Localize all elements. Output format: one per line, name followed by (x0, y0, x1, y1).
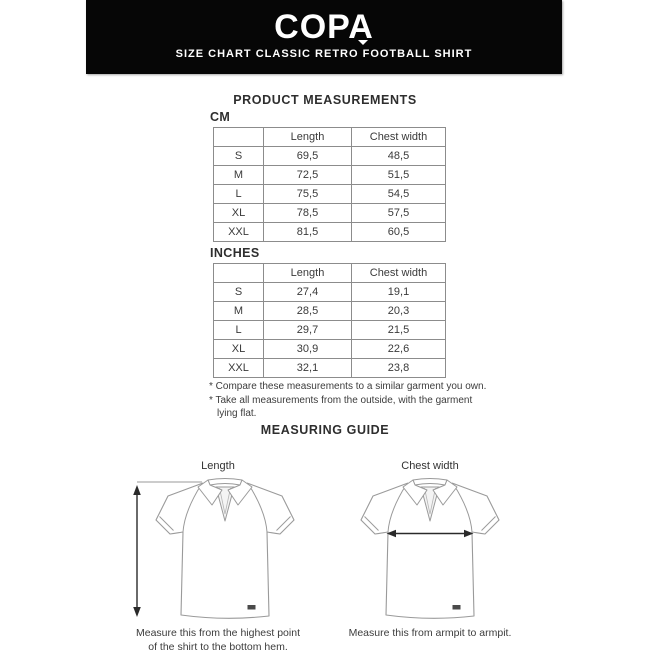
length-cell: 72,5 (264, 166, 352, 185)
chest-cell: 19,1 (352, 283, 446, 302)
table-row (214, 185, 446, 204)
length-cell: 28,5 (264, 302, 352, 321)
size-cell: XXL (214, 223, 264, 242)
table-header-row (214, 264, 446, 283)
length-cell: 69,5 (264, 147, 352, 166)
length-cell: 78,5 (264, 204, 352, 223)
chest-column-header: Chest width (352, 264, 446, 283)
chest-column-header: Chest width (352, 128, 446, 147)
length-figure-caption (118, 627, 318, 650)
footnote-line: * Take all measurements from the outside, with the garment (209, 394, 473, 406)
chest-cell: 22,6 (352, 340, 446, 359)
chest-cell: 21,5 (352, 321, 446, 340)
caption-line: Measure this from armpit to armpit. (348, 627, 512, 639)
size-cell: XL (214, 204, 264, 223)
measuring-guide-title: MEASURING GUIDE (260, 423, 390, 437)
length-figure (128, 474, 300, 624)
inches-size-table (213, 263, 446, 378)
chest-cell: 57,5 (352, 204, 446, 223)
chest-cell: 20,3 (352, 302, 446, 321)
product-measurements-title: PRODUCT MEASUREMENTS (233, 93, 417, 107)
footnote-line: lying flat. (217, 408, 257, 419)
chest-width-figure-label: Chest width (401, 460, 459, 472)
length-column-header: Length (264, 128, 352, 147)
table-row (214, 147, 446, 166)
table-row (214, 166, 446, 185)
length-cell: 29,7 (264, 321, 352, 340)
length-figure-label: Length (201, 460, 235, 472)
table-header-row (214, 128, 446, 147)
table-row (214, 321, 446, 340)
chest-width-figure (355, 474, 505, 624)
chest-width-figure-caption (330, 627, 530, 641)
length-arrow-icon (133, 485, 141, 617)
size-cell: XL (214, 340, 264, 359)
table-row (214, 283, 446, 302)
footnotes (209, 380, 486, 421)
length-cell: 30,9 (264, 340, 352, 359)
size-column-header (214, 264, 264, 283)
cm-unit-label: CM (210, 110, 231, 124)
chest-cell: 51,5 (352, 166, 446, 185)
table-row (214, 340, 446, 359)
length-cell: 27,4 (264, 283, 352, 302)
chest-cell: 48,5 (352, 147, 446, 166)
length-cell: 32,1 (264, 359, 352, 378)
copa-logo-mark-icon (358, 40, 368, 45)
chest-cell: 54,5 (352, 185, 446, 204)
size-cell: S (214, 147, 264, 166)
size-cell: XXL (214, 359, 264, 378)
table-row (214, 302, 446, 321)
caption-line: Measure this from the highest point (135, 627, 300, 639)
size-cell: L (214, 321, 264, 340)
table-row (214, 204, 446, 223)
banner-subtitle: SIZE CHART CLASSIC RETRO FOOTBALL SHIRT (175, 48, 473, 60)
inches-unit-label: INCHES (210, 246, 260, 260)
table-row (214, 223, 446, 242)
copa-logo-text: COPA (274, 8, 374, 46)
size-cell: M (214, 166, 264, 185)
length-cell: 81,5 (264, 223, 352, 242)
brand-banner (86, 0, 562, 74)
chest-cell: 23,8 (352, 359, 446, 378)
length-cell: 75,5 (264, 185, 352, 204)
length-column-header: Length (264, 264, 352, 283)
size-cell: M (214, 302, 264, 321)
copa-logo (274, 8, 374, 46)
chest-cell: 60,5 (352, 223, 446, 242)
size-cell: L (214, 185, 264, 204)
footnote-line: * Compare these measurements to a similar garment you own. (209, 381, 487, 392)
table-row (214, 359, 446, 378)
cm-size-table (213, 127, 446, 242)
size-cell: S (214, 283, 264, 302)
caption-line: of the shirt to the bottom hem. (148, 640, 288, 650)
size-column-header (214, 128, 264, 147)
